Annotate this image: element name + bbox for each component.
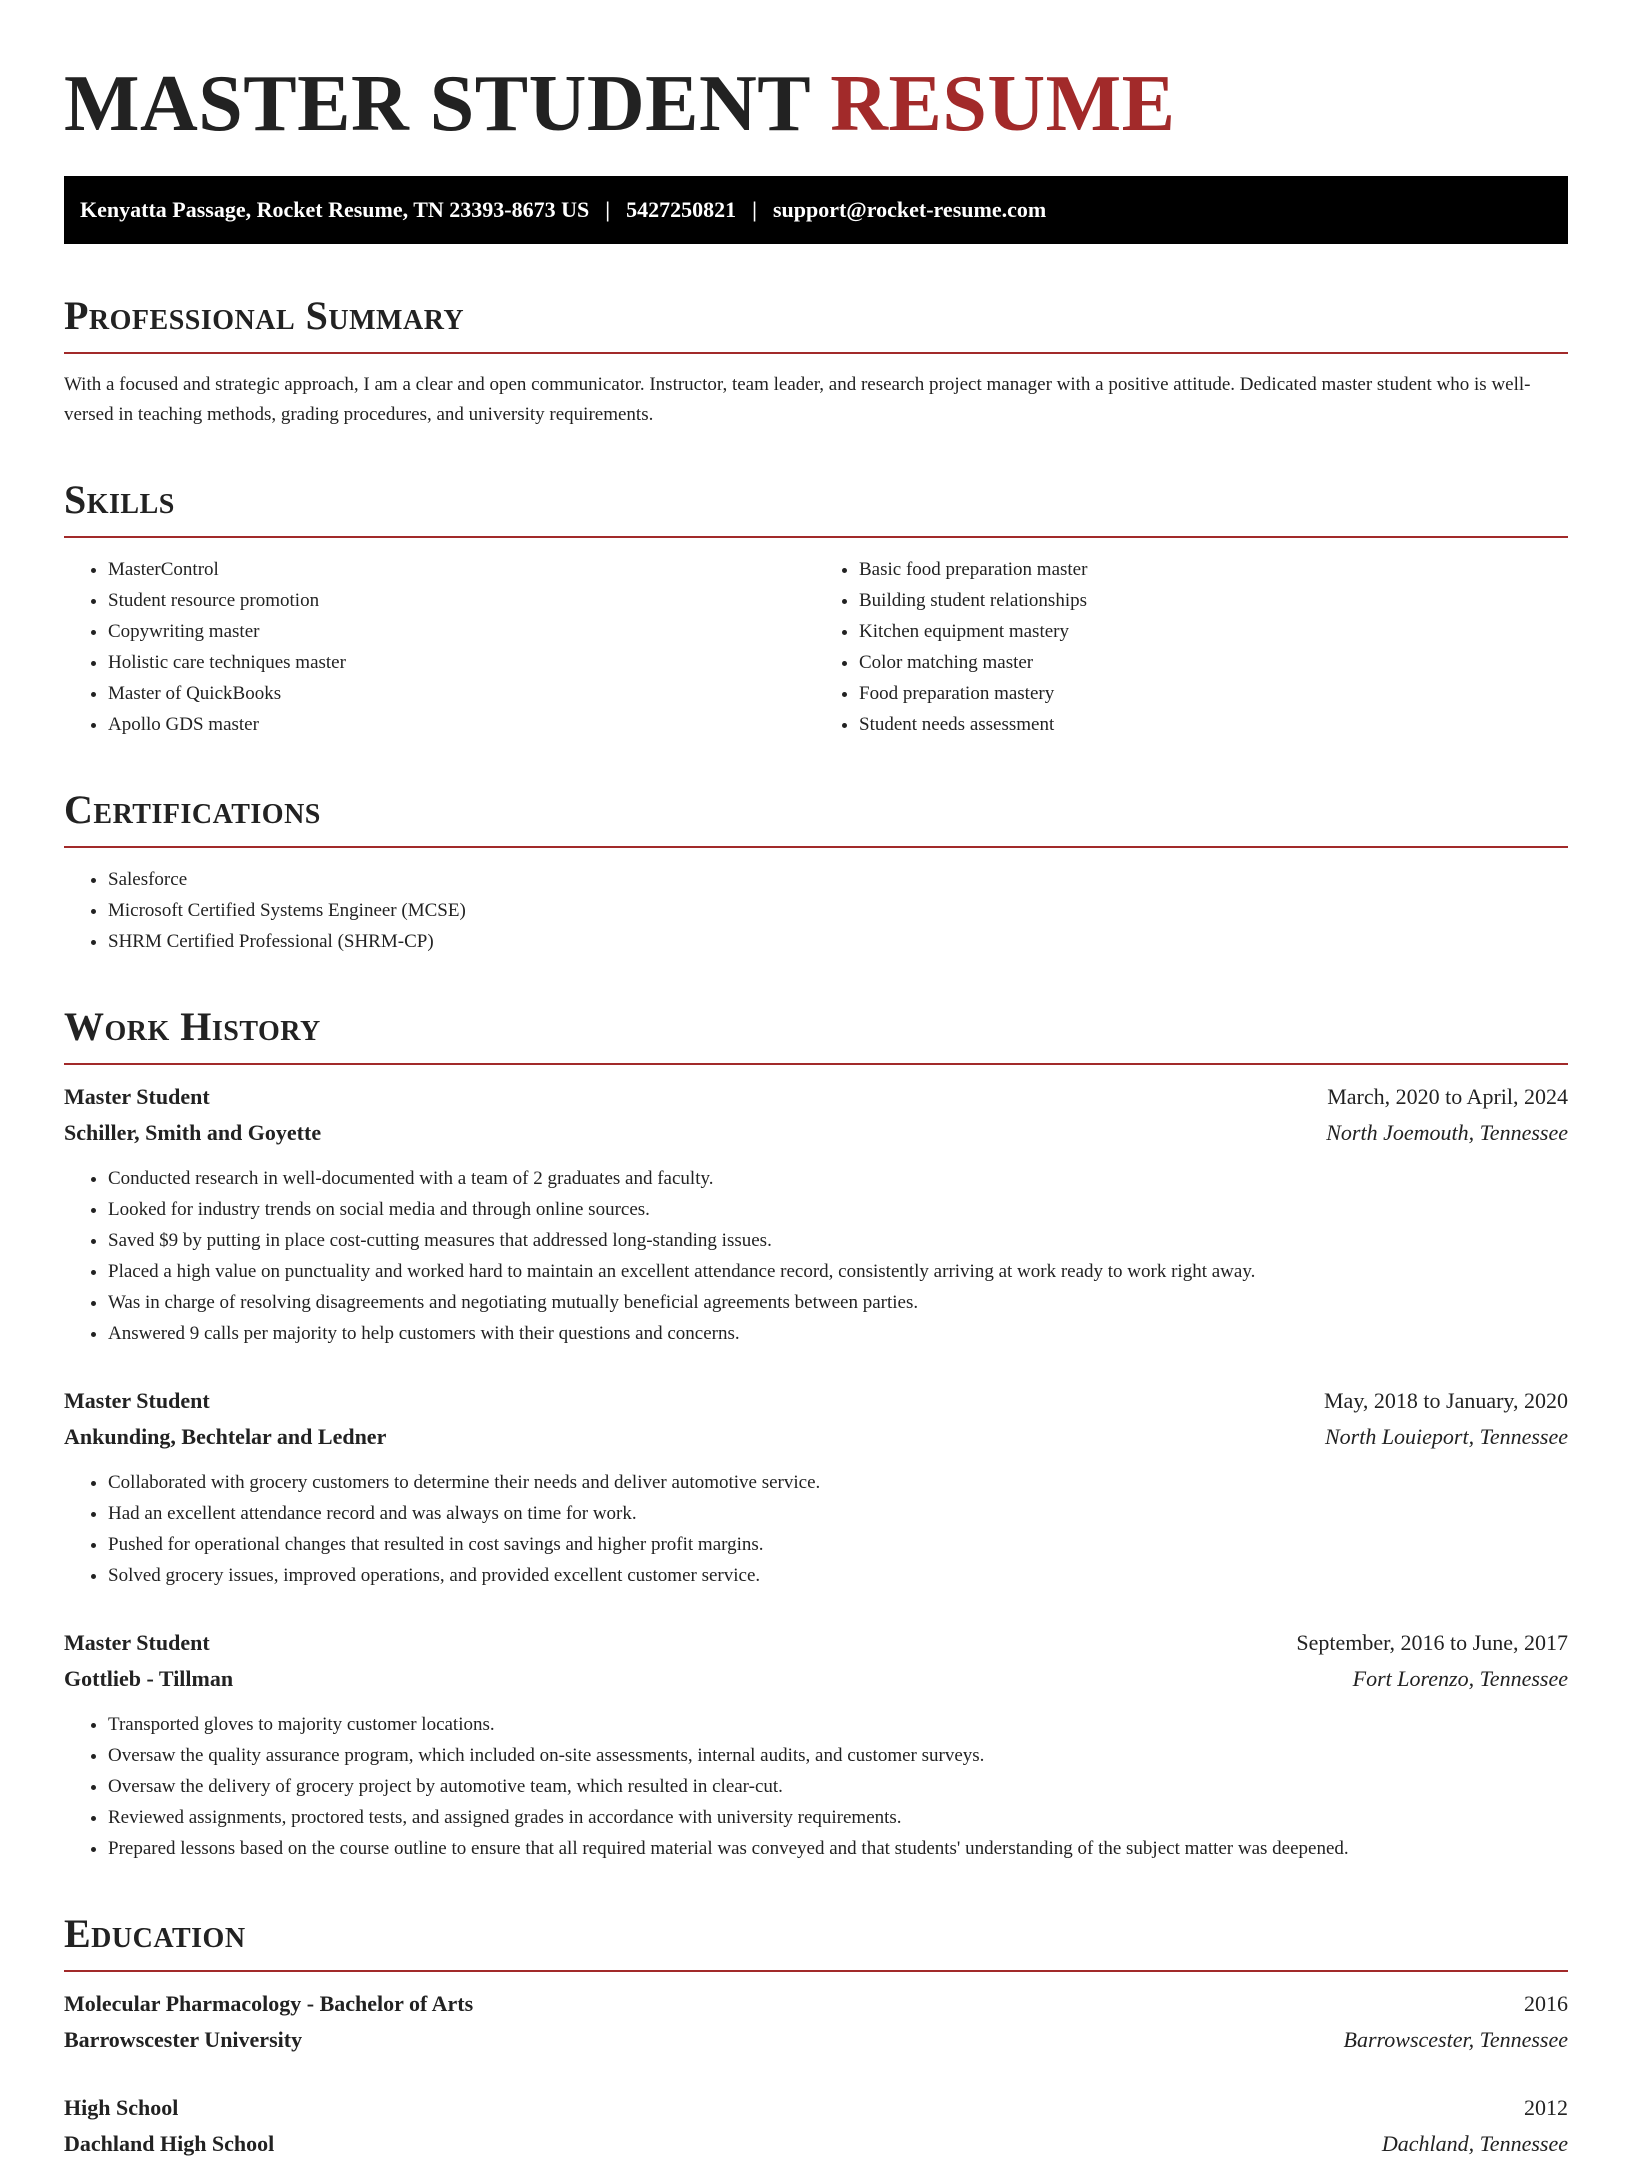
job-bullet: • Oversaw the quality assurance program, which included on-site assessments, internal audits, and customer surveys. xyxy=(108,1740,1568,1771)
skill-item: • Kitchen equipment mastery xyxy=(859,616,1568,647)
job-company: Schiller, Smith and Goyette xyxy=(64,1120,322,1145)
job-bullet: • Looked for industry trends on social media and through online sources. xyxy=(108,1194,1568,1225)
job-bullets xyxy=(64,1467,1568,1591)
education-section xyxy=(64,1908,1568,2162)
job-bullet: • Oversaw the delivery of grocery project by automotive team, which resulted in clear-cut. xyxy=(108,1771,1568,1802)
job-location: North Joemouth, Tennessee xyxy=(1326,1120,1568,1145)
job-bullet: • Was in charge of resolving disagreements and negotiating mutually beneficial agreements between parties. xyxy=(108,1287,1568,1318)
job-entry xyxy=(64,1625,1568,1864)
education-degree-row xyxy=(64,1986,1568,2022)
skill-item: • Holistic care techniques master xyxy=(108,647,817,678)
skill-item: • Student resource promotion xyxy=(108,585,817,616)
certification-item: • Microsoft Certified Systems Engineer (MCSE) xyxy=(108,895,1568,926)
job-title-row xyxy=(64,1625,1568,1661)
section-heading-work-history: Work History xyxy=(64,1004,321,1049)
resume-title xyxy=(64,54,1568,154)
work-history-section xyxy=(64,1001,1568,1864)
skill-item: • Master of QuickBooks xyxy=(108,678,817,709)
job-bullet: • Solved grocery issues, improved operations, and provided excellent customer service. xyxy=(108,1560,1568,1591)
skill-item: • Food preparation mastery xyxy=(859,678,1568,709)
job-bullets xyxy=(64,1163,1568,1349)
job-bullet: • Reviewed assignments, proctored tests, and assigned grades in accordance with university requirements. xyxy=(108,1802,1568,1833)
job-bullet: • Prepared lessons based on the course outline to ensure that all required material was conveyed and that students' understanding of the subject matter was deepened. xyxy=(108,1833,1568,1864)
resume-page xyxy=(64,0,1568,2162)
job-bullet: • Had an excellent attendance record and was always on time for work. xyxy=(108,1498,1568,1529)
section-divider xyxy=(64,1970,1568,1972)
job-location: North Louieport, Tennessee xyxy=(1324,1424,1568,1449)
job-bullet: • Collaborated with grocery customers to determine their needs and deliver automotive service. xyxy=(108,1467,1568,1498)
job-title: Master Student xyxy=(64,1084,210,1109)
education-degree: High School xyxy=(64,2095,179,2120)
education-school: Dachland High School xyxy=(64,2131,275,2156)
skills-section xyxy=(64,474,1568,740)
job-bullet: • Placed a high value on punctuality and worked hard to maintain an excellent attendance record, consistently arriving at work ready to work right away. xyxy=(108,1256,1568,1287)
job-bullet: • Pushed for operational changes that resulted in cost savings and higher profit margins. xyxy=(108,1529,1568,1560)
certifications-section xyxy=(64,784,1568,957)
job-title-row xyxy=(64,1383,1568,1419)
job-bullet: • Saved $9 by putting in place cost-cutting measures that addressed long-standing issues. xyxy=(108,1225,1568,1256)
section-heading-skills: Skills xyxy=(64,477,175,522)
job-company: Ankunding, Bechtelar and Ledner xyxy=(64,1424,387,1449)
summary-text: With a focused and strategic approach, I am a clear and open communicator. Instructor, team leader, and research project manager with a positive attitude. Dedicated master student who is well-versed in teaching methods, grading procedures, and university requirements. xyxy=(64,374,1531,425)
skill-item: • Apollo GDS master xyxy=(108,709,817,740)
skill-item: • Basic food preparation master xyxy=(859,554,1568,585)
job-bullet: • Conducted research in well-documented with a team of 2 graduates and faculty. xyxy=(108,1163,1568,1194)
education-school-row xyxy=(64,2126,1568,2162)
education-year: 2016 xyxy=(1524,1991,1568,2016)
skill-item: • Color matching master xyxy=(859,647,1568,678)
skill-item: • Building student relationships xyxy=(859,585,1568,616)
contact-address: Kenyatta Passage, Rocket Resume, TN 23393-8673 US xyxy=(80,197,590,222)
job-bullet: • Transported gloves to majority customer locations. xyxy=(108,1709,1568,1740)
job-dates: May, 2018 to January, 2020 xyxy=(1324,1388,1568,1413)
job-company: Gottlieb - Tillman xyxy=(64,1666,234,1691)
job-bullet: • Answered 9 calls per majority to help customers with their questions and concerns. xyxy=(108,1318,1568,1349)
title-accent: RESUME xyxy=(830,60,1176,148)
education-location: Barrowscester, Tennessee xyxy=(1343,2027,1568,2052)
job-location: Fort Lorenzo, Tennessee xyxy=(1352,1666,1568,1691)
job-dates: March, 2020 to April, 2024 xyxy=(1327,1084,1568,1109)
summary-section xyxy=(64,290,1568,430)
education-entry xyxy=(64,1986,1568,2058)
job-company-row xyxy=(64,1419,1568,1455)
contact-separator: | xyxy=(752,197,757,222)
title-main: MASTER STUDENT xyxy=(64,60,810,148)
skills-grid xyxy=(64,538,1568,740)
job-bullets xyxy=(64,1709,1568,1864)
section-heading-certifications: Certifications xyxy=(64,787,321,832)
job-dates: September, 2016 to June, 2017 xyxy=(1296,1630,1568,1655)
job-title: Master Student xyxy=(64,1388,210,1413)
skill-item: • MasterControl xyxy=(108,554,817,585)
contact-email[interactable]: support@rocket-resume.com xyxy=(772,197,1047,222)
skill-item: • Student needs assessment xyxy=(859,709,1568,740)
certification-item: • SHRM Certified Professional (SHRM-CP) xyxy=(108,926,1568,957)
education-degree: Molecular Pharmacology - Bachelor of Arts xyxy=(64,1991,474,2016)
job-company-row xyxy=(64,1661,1568,1697)
contact-bar xyxy=(64,176,1568,244)
education-school-row xyxy=(64,2022,1568,2058)
education-degree-row xyxy=(64,2090,1568,2126)
contact-phone[interactable]: 5427250821 xyxy=(626,197,737,222)
education-school: Barrowscester University xyxy=(64,2027,303,2052)
section-divider xyxy=(64,846,1568,848)
education-year: 2012 xyxy=(1524,2095,1568,2120)
skills-list-right xyxy=(817,554,1568,740)
education-location: Dachland, Tennessee xyxy=(1381,2131,1568,2156)
skills-list-left xyxy=(64,554,817,740)
certifications-list xyxy=(64,864,1568,957)
skill-item: • Copywriting master xyxy=(108,616,817,647)
section-divider xyxy=(64,352,1568,354)
certification-item: • Salesforce xyxy=(108,864,1568,895)
job-entry xyxy=(64,1383,1568,1591)
job-entry xyxy=(64,1079,1568,1349)
education-entry xyxy=(64,2090,1568,2162)
section-heading-summary: Professional Summary xyxy=(64,293,465,338)
job-title-row xyxy=(64,1079,1568,1115)
job-company-row xyxy=(64,1115,1568,1151)
contact-separator: | xyxy=(605,197,611,222)
section-heading-education: Education xyxy=(64,1911,246,1956)
job-title: Master Student xyxy=(64,1630,210,1655)
section-divider xyxy=(64,1063,1568,1065)
